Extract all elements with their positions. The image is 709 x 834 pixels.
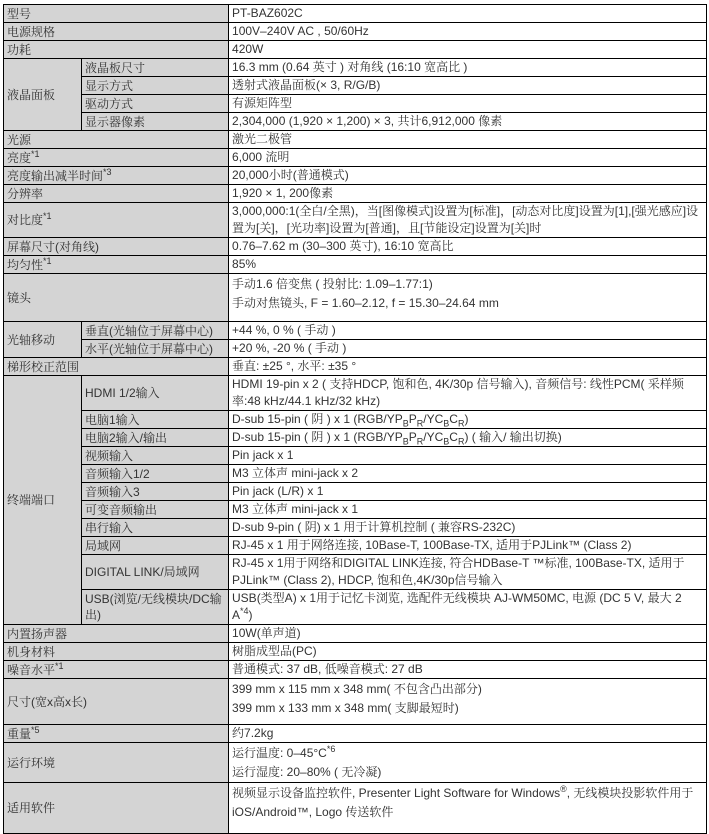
value-lan bbox=[229, 537, 707, 555]
text: 串行输入 bbox=[85, 520, 134, 535]
value-model bbox=[229, 5, 707, 23]
text: 视频输入 bbox=[85, 448, 134, 463]
value-digital-link-lan bbox=[229, 555, 707, 590]
value-line bbox=[232, 429, 704, 446]
row-header-resolution bbox=[4, 185, 229, 203]
spec-row-hdmi-input bbox=[4, 376, 707, 411]
value-audio-input-3 bbox=[229, 483, 707, 501]
value-noise-level bbox=[229, 661, 707, 679]
superscript-note: *1 bbox=[43, 211, 52, 221]
spec-row-video-input bbox=[4, 447, 707, 465]
subscript: R bbox=[416, 418, 424, 429]
subscript: B bbox=[443, 418, 450, 429]
row-header-dimensions bbox=[4, 679, 229, 725]
text: 视频显示设备监控软件, Presenter Light Software for Windows bbox=[232, 786, 561, 800]
value-line bbox=[232, 167, 704, 184]
subscript: B bbox=[402, 436, 409, 447]
value-line bbox=[232, 23, 704, 40]
text: C bbox=[449, 412, 458, 426]
value-line bbox=[232, 5, 704, 22]
text: 100V–240V AC , 50/60Hz bbox=[232, 24, 369, 38]
group-header-lens-shift bbox=[4, 322, 82, 358]
value-audio-input-1-2 bbox=[229, 465, 707, 483]
text: 分辨率 bbox=[7, 186, 44, 201]
superscript-note: *3 bbox=[103, 166, 112, 177]
text: 399 mm x 115 mm x 348 mm( 不包含凸出部分) bbox=[232, 682, 482, 696]
text: 电源规格 bbox=[7, 24, 56, 39]
text: M3 立体声 mini-jack x 1 bbox=[232, 502, 359, 516]
spec-table bbox=[3, 4, 707, 834]
text: 运行温度: 0–45°C bbox=[232, 746, 327, 760]
text: 手动1.6 倍变焦 ( 投射比: 1.09–1.77:1) bbox=[232, 277, 433, 291]
spec-row-brightness bbox=[4, 149, 707, 167]
spec-row-lcd-display-method bbox=[4, 77, 707, 95]
text: D-sub 15-pin ( 阴 ) x 1 (RGB/YP bbox=[232, 412, 403, 426]
text: 6,000 流明 bbox=[232, 150, 290, 164]
row-header-keystone-range bbox=[4, 358, 229, 376]
value-brightness bbox=[229, 149, 707, 167]
text: 显示方式 bbox=[85, 78, 134, 93]
text: USB(浏览/无线模块/DC输出) bbox=[85, 592, 222, 622]
row-subheader-lan bbox=[82, 537, 229, 555]
value-weight bbox=[229, 725, 707, 743]
spec-row-lens-shift-horizontal bbox=[4, 340, 707, 358]
value-video-input bbox=[229, 447, 707, 465]
text: 普通模式: 37 dB, 低噪音模式: 27 dB bbox=[232, 662, 423, 676]
spec-table-body bbox=[4, 5, 707, 834]
value-line bbox=[232, 447, 704, 464]
spec-row-computer2-io bbox=[4, 429, 707, 447]
value-line bbox=[232, 680, 704, 699]
spec-row-audio-input-3 bbox=[4, 483, 707, 501]
row-header-uniformity bbox=[4, 256, 229, 274]
spec-row-noise-level bbox=[4, 661, 707, 679]
spec-row-usb bbox=[4, 590, 707, 625]
row-header-built-in-speaker bbox=[4, 625, 229, 643]
spec-row-cabinet-material bbox=[4, 643, 707, 661]
value-applicable-software bbox=[229, 783, 707, 834]
row-header-power-consumption bbox=[4, 41, 229, 59]
superscript-note: *6 bbox=[326, 744, 336, 754]
text: M3 立体声 mini-jack x 2 bbox=[232, 466, 359, 480]
row-subheader-variable-audio-output bbox=[82, 501, 229, 519]
text: 可变音频输出 bbox=[85, 502, 158, 517]
text: 399 mm x 133 mm x 348 mm( 支脚最短时) bbox=[232, 701, 459, 715]
text: 对比度 bbox=[7, 213, 44, 227]
row-subheader-hdmi-input bbox=[82, 376, 229, 411]
text: 420W bbox=[232, 42, 264, 56]
spec-row-lcd-panel-size bbox=[4, 59, 707, 77]
row-header-brightness-half-life bbox=[4, 167, 229, 185]
value-line bbox=[232, 744, 704, 763]
row-header-applicable-software bbox=[4, 783, 229, 834]
text: 垂直: ±25 °, 水平: ±35 ° bbox=[232, 359, 357, 373]
row-subheader-audio-input-1-2 bbox=[82, 465, 229, 483]
row-header-light-source bbox=[4, 131, 229, 149]
text: 运行湿度: 20–80% ( 无冷凝) bbox=[232, 765, 382, 779]
value-lcd-drive-method bbox=[229, 95, 707, 113]
text: RJ-45 x 1 用于网络连接, 10Base-T, 100Base-TX, 适用于PJLink™ (Class 2) bbox=[232, 538, 632, 552]
superscript-note: *5 bbox=[31, 724, 40, 735]
text: 局域网 bbox=[85, 538, 122, 553]
spec-row-lan bbox=[4, 537, 707, 555]
spec-row-lcd-drive-method bbox=[4, 95, 707, 113]
spec-row-digital-link-lan bbox=[4, 555, 707, 590]
spec-row-power-consumption bbox=[4, 41, 707, 59]
text: Pin jack (L/R) x 1 bbox=[232, 484, 324, 498]
value-lens bbox=[229, 274, 707, 322]
value-lens-shift-horizontal bbox=[229, 340, 707, 358]
value-contrast bbox=[229, 203, 707, 238]
text: 镜头 bbox=[7, 290, 32, 305]
value-line bbox=[232, 149, 704, 166]
value-line bbox=[232, 590, 704, 624]
spec-row-contrast bbox=[4, 203, 707, 238]
spec-row-model bbox=[4, 5, 707, 23]
row-subheader-lcd-panel-size bbox=[82, 59, 229, 77]
spec-row-screen-size bbox=[4, 238, 707, 256]
text: 音频输入1/2 bbox=[85, 466, 150, 481]
value-line bbox=[232, 59, 704, 76]
text: /YC bbox=[423, 412, 444, 426]
value-line bbox=[232, 725, 704, 742]
value-line bbox=[232, 376, 704, 410]
text: HDMI 1/2输入 bbox=[85, 386, 160, 400]
text: 0.76–7.62 m (30–300 英寸), 16:10 宽高比 bbox=[232, 239, 454, 253]
row-header-power-supply bbox=[4, 23, 229, 41]
subscript: B bbox=[443, 436, 450, 447]
value-resolution bbox=[229, 185, 707, 203]
row-subheader-lens-shift-vertical bbox=[82, 322, 229, 340]
subscript: R bbox=[457, 418, 465, 429]
superscript-note: *1 bbox=[31, 148, 40, 159]
text: 85% bbox=[232, 257, 257, 271]
text: 驱动方式 bbox=[85, 96, 134, 111]
text: 屏幕尺寸(对角线) bbox=[7, 239, 99, 254]
text: 尺寸(宽x高x长) bbox=[7, 694, 87, 709]
value-built-in-speaker bbox=[229, 625, 707, 643]
value-line bbox=[232, 661, 704, 678]
value-line bbox=[232, 519, 704, 536]
text: ) bbox=[248, 608, 253, 622]
group-header-lcd-panel bbox=[4, 59, 82, 131]
row-header-lens bbox=[4, 274, 229, 322]
text: 液晶板尺寸 bbox=[85, 60, 146, 75]
text: 2,304,000 (1,920 × 1,200) × 3, 共计6,912,000 像素 bbox=[232, 114, 503, 128]
superscript-note: *4 bbox=[240, 606, 249, 616]
value-dimensions bbox=[229, 679, 707, 725]
text: P bbox=[408, 430, 417, 444]
text: 亮度输出减半时间 bbox=[7, 168, 104, 183]
text: 1,920 × 1, 200像素 bbox=[232, 186, 334, 200]
spec-row-built-in-speaker bbox=[4, 625, 707, 643]
value-lcd-panel-size bbox=[229, 59, 707, 77]
subscript: R bbox=[416, 436, 424, 447]
row-subheader-lcd-pixels bbox=[82, 113, 229, 131]
value-line bbox=[232, 411, 704, 428]
text: P bbox=[408, 412, 417, 426]
row-header-noise-level bbox=[4, 661, 229, 679]
text: 重量 bbox=[7, 726, 32, 741]
text: 液晶面板 bbox=[7, 87, 56, 102]
value-serial-input bbox=[229, 519, 707, 537]
spec-row-lens-shift-vertical bbox=[4, 322, 707, 340]
value-cabinet-material bbox=[229, 643, 707, 661]
value-lcd-display-method bbox=[229, 77, 707, 95]
value-line bbox=[232, 41, 704, 58]
text: 10W(单声道) bbox=[232, 626, 301, 640]
text: 有源矩阵型 bbox=[232, 96, 293, 110]
value-brightness-half-life bbox=[229, 167, 707, 185]
value-line bbox=[232, 699, 704, 718]
value-line bbox=[232, 256, 704, 273]
text: ) ( 输入/ 输出切换) bbox=[464, 430, 562, 444]
spec-row-audio-input-1-2 bbox=[4, 465, 707, 483]
text: 手动对焦镜头, F = 1.60–2.12, f = 15.30–24.64 mm bbox=[232, 296, 499, 310]
value-line bbox=[232, 203, 704, 237]
spec-row-lcd-pixels bbox=[4, 113, 707, 131]
superscript-note: ® bbox=[560, 784, 567, 794]
text: ) bbox=[464, 412, 469, 426]
spec-row-uniformity bbox=[4, 256, 707, 274]
value-line bbox=[232, 483, 704, 500]
text: , 无线模块投影软件用于iOS/Android™, Logo 传送软件 bbox=[232, 786, 694, 819]
text: 梯形校正范围 bbox=[7, 359, 80, 374]
spec-row-keystone-range bbox=[4, 358, 707, 376]
value-line bbox=[232, 113, 704, 130]
spec-row-variable-audio-output bbox=[4, 501, 707, 519]
text: 运行环境 bbox=[7, 755, 56, 770]
text: 亮度 bbox=[7, 150, 32, 165]
text: 功耗 bbox=[7, 42, 32, 57]
text: +20 %, -20 % ( 手动 ) bbox=[232, 341, 347, 355]
value-line bbox=[232, 340, 704, 357]
value-line bbox=[232, 358, 704, 375]
value-line bbox=[232, 322, 704, 339]
value-power-consumption bbox=[229, 41, 707, 59]
spec-row-dimensions bbox=[4, 679, 707, 725]
text: C bbox=[449, 430, 458, 444]
text: 光源 bbox=[7, 132, 32, 147]
value-computer2-io bbox=[229, 429, 707, 447]
row-header-screen-size bbox=[4, 238, 229, 256]
text: 内置扬声器 bbox=[7, 626, 68, 641]
value-lcd-pixels bbox=[229, 113, 707, 131]
value-variable-audio-output bbox=[229, 501, 707, 519]
text: 约7.2kg bbox=[232, 726, 274, 740]
text: USB(类型A) x 1用于记忆卡浏览, 选配件无线模块 AJ-WM50MC, 电源 (DC 5 V, 最大 2 A bbox=[232, 591, 682, 622]
row-header-weight bbox=[4, 725, 229, 743]
row-subheader-usb bbox=[82, 590, 229, 625]
text: 光轴移动 bbox=[7, 332, 56, 347]
text: 噪音水平 bbox=[7, 662, 56, 677]
text: 终端端口 bbox=[7, 493, 56, 507]
row-subheader-lcd-drive-method bbox=[82, 95, 229, 113]
subscript: B bbox=[402, 418, 409, 429]
text: DIGITAL LINK/局域网 bbox=[85, 565, 200, 579]
spec-row-serial-input bbox=[4, 519, 707, 537]
value-operating-environment bbox=[229, 743, 707, 783]
row-subheader-digital-link-lan bbox=[82, 555, 229, 590]
value-line bbox=[232, 294, 704, 313]
text: D-sub 15-pin ( 阴 ) x 1 (RGB/YP bbox=[232, 430, 403, 444]
text: RJ-45 x 1用于网络和DIGITAL LINK连接, 符合HDBase-T ™标准, 100Base-TX, 适用于PJLink™ (Class 2), HDCP, 饱和色,4K/30p信号输入 bbox=[232, 556, 685, 587]
superscript-note: *1 bbox=[55, 660, 64, 671]
text: 音频输入3 bbox=[85, 484, 140, 499]
text: +44 %, 0 % ( 手动 ) bbox=[232, 323, 336, 337]
row-header-cabinet-material bbox=[4, 643, 229, 661]
value-line bbox=[232, 555, 704, 589]
row-subheader-computer2-io bbox=[82, 429, 229, 447]
row-header-operating-environment bbox=[4, 743, 229, 783]
value-line bbox=[232, 643, 704, 660]
value-line bbox=[232, 275, 704, 294]
value-keystone-range bbox=[229, 358, 707, 376]
value-line bbox=[232, 77, 704, 94]
text: 机身材料 bbox=[7, 644, 56, 659]
subscript: R bbox=[457, 436, 465, 447]
text: 电脑1输入 bbox=[85, 412, 140, 427]
text: 激光二极管 bbox=[232, 132, 293, 146]
value-line bbox=[232, 131, 704, 148]
spec-row-brightness-half-life bbox=[4, 167, 707, 185]
row-header-model bbox=[4, 5, 229, 23]
spec-row-light-source bbox=[4, 131, 707, 149]
text: 20,000小时(普通模式) bbox=[232, 168, 349, 182]
text: 显示器像素 bbox=[85, 114, 146, 129]
text: D-sub 9-pin ( 阴) x 1 用于计算机控制 ( 兼容RS-232C) bbox=[232, 520, 516, 534]
row-header-brightness bbox=[4, 149, 229, 167]
text: 16.3 mm (0.64 英寸 ) 对角线 (16:10 宽高比 ) bbox=[232, 60, 468, 74]
spec-row-power-supply bbox=[4, 23, 707, 41]
row-subheader-video-input bbox=[82, 447, 229, 465]
value-computer1-input bbox=[229, 411, 707, 429]
value-line bbox=[232, 185, 704, 202]
text: 树脂成型品(PC) bbox=[232, 644, 317, 658]
value-line bbox=[232, 238, 704, 255]
value-usb bbox=[229, 590, 707, 625]
value-line bbox=[232, 95, 704, 112]
spec-row-operating-environment bbox=[4, 743, 707, 783]
text: /YC bbox=[423, 430, 444, 444]
row-header-contrast bbox=[4, 203, 229, 238]
spec-row-lens bbox=[4, 274, 707, 322]
spec-row-resolution bbox=[4, 185, 707, 203]
text: 水平(光轴位于屏幕中心) bbox=[85, 341, 213, 356]
value-line bbox=[232, 784, 704, 822]
value-screen-size bbox=[229, 238, 707, 256]
text: 透射式液晶面板(× 3, R/G/B) bbox=[232, 78, 381, 92]
value-line bbox=[232, 625, 704, 642]
row-subheader-computer1-input bbox=[82, 411, 229, 429]
value-power-supply bbox=[229, 23, 707, 41]
text: 适用软件 bbox=[7, 801, 56, 815]
value-line bbox=[232, 501, 704, 518]
value-line bbox=[232, 465, 704, 482]
spec-row-computer1-input bbox=[4, 411, 707, 429]
text: PT-BAZ602C bbox=[232, 6, 303, 20]
text: 垂直(光轴位于屏幕中心) bbox=[85, 323, 213, 338]
text: Pin jack x 1 bbox=[232, 448, 294, 462]
value-hdmi-input bbox=[229, 376, 707, 411]
text: 型号 bbox=[7, 6, 32, 21]
text: 3,000,000:1(全白/全黑)，当[图像模式]设置为[标准]，[动态对比度]设置为[1],[强光感应]设置为[关]，[光功率]设置为[普通]，且[节能设定]设置为[关]时 bbox=[232, 204, 699, 235]
value-lens-shift-vertical bbox=[229, 322, 707, 340]
value-uniformity bbox=[229, 256, 707, 274]
text: HDMI 19-pin x 2 ( 支持HDCP, 饱和色, 4K/30p 信号输入), 音频信号: 线性PCM( 采样频率:48 kHz/44.1 kHz/32 kHz) bbox=[232, 377, 684, 408]
text: 均匀性 bbox=[7, 257, 44, 272]
row-subheader-lens-shift-horizontal bbox=[82, 340, 229, 358]
value-light-source bbox=[229, 131, 707, 149]
spec-row-applicable-software bbox=[4, 783, 707, 834]
value-line bbox=[232, 537, 704, 554]
spec-row-weight bbox=[4, 725, 707, 743]
row-subheader-lcd-display-method bbox=[82, 77, 229, 95]
text: 电脑2输入/输出 bbox=[85, 430, 168, 445]
row-subheader-serial-input bbox=[82, 519, 229, 537]
row-subheader-audio-input-3 bbox=[82, 483, 229, 501]
value-line bbox=[232, 763, 704, 782]
superscript-note: *1 bbox=[43, 255, 52, 266]
group-header-terminals bbox=[4, 376, 82, 625]
